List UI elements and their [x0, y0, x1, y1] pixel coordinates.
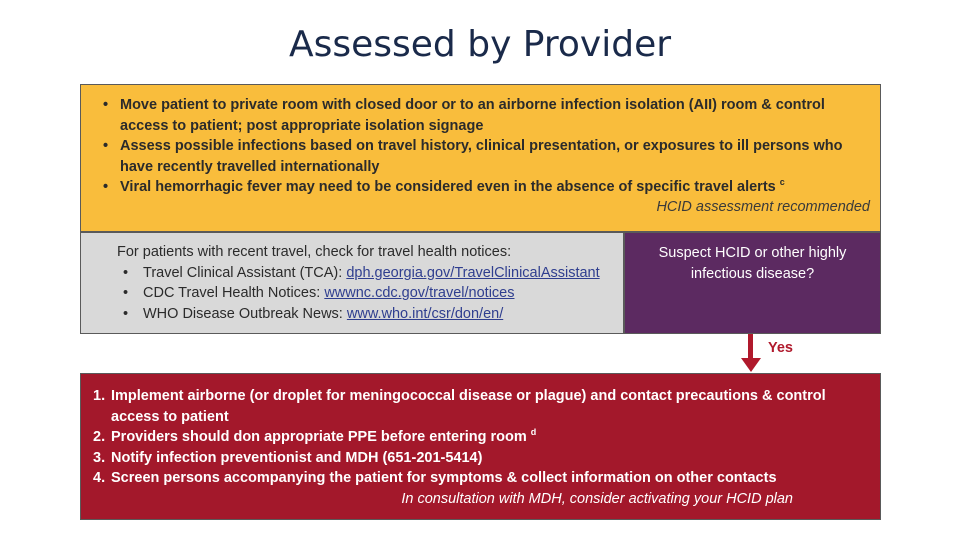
step-text: Providers should don appropriate PPE before entering room — [111, 429, 527, 445]
step-number: 1. — [93, 388, 106, 404]
list-item — [93, 468, 868, 489]
suspect-hcid-question: Suspect HCID or other highly infectious disease? — [658, 245, 847, 282]
hcid-assessment-recommendation: HCID assessment recommended — [656, 198, 870, 215]
list-item — [93, 386, 868, 427]
step-text: Implement airborne (or droplet for meningococcal disease or plague) and contact precautions & control access to patient — [111, 388, 826, 425]
notice-label: Travel Clinical Assistant (TCA): — [143, 264, 347, 281]
arrow-down-icon — [741, 358, 761, 372]
initial-actions-list — [103, 95, 868, 198]
list-item — [117, 283, 613, 304]
initial-actions-box — [80, 84, 881, 232]
step-number: 3. — [93, 449, 106, 466]
list-item-text: Viral hemorrhagic fever may need to be considered even in the absence of specific travel alerts — [120, 179, 776, 195]
list-item — [93, 427, 868, 448]
page-title: Assessed by Provider — [288, 24, 672, 65]
suspect-hcid-decision-box — [624, 232, 881, 334]
notice-label: CDC Travel Health Notices: — [143, 285, 325, 301]
list-item: • Assess possible infections based on travel history, clinical presentation, or exposures to ill persons who have recently travelled internationally — [103, 136, 868, 177]
list-item: • Move patient to private room with closed door or to an airborne infection isolation (AII) room & control access to patient; post appropriate isolation signage — [103, 95, 868, 136]
step-text: Notify infection preventionist and MDH (651-201-5414) — [111, 449, 483, 466]
hcid-actions-box — [80, 373, 881, 520]
hcid-plan-recommendation: In consultation with MDH, consider activating your HCID plan — [401, 490, 793, 507]
list-item — [93, 448, 868, 469]
step-number: 4. — [93, 470, 106, 486]
step-number: 2. — [93, 429, 106, 445]
footnote-marker: c — [779, 177, 785, 188]
cdc-notices-link[interactable]: wwwnc.cdc.gov/travel/notices — [324, 285, 515, 301]
list-item — [117, 304, 613, 325]
travel-notices-heading: For patients with recent travel, check for travel health notices: — [117, 244, 512, 260]
yes-arrow-label: Yes — [768, 340, 793, 356]
list-item — [103, 177, 868, 198]
who-outbreak-link[interactable]: www.who.int/csr/don/en/ — [346, 305, 504, 322]
travel-notices-list — [117, 263, 613, 325]
notice-label: WHO Disease Outbreak News: — [143, 305, 347, 322]
step-text: Screen persons accompanying the patient for symptoms & collect information on other contacts — [111, 470, 777, 486]
footnote-marker: d — [530, 427, 537, 438]
tca-link[interactable]: dph.georgia.gov/TravelClinicalAssistant — [346, 264, 600, 281]
hcid-actions-list — [93, 386, 868, 489]
list-item — [117, 263, 613, 284]
travel-notices-box — [80, 232, 624, 334]
